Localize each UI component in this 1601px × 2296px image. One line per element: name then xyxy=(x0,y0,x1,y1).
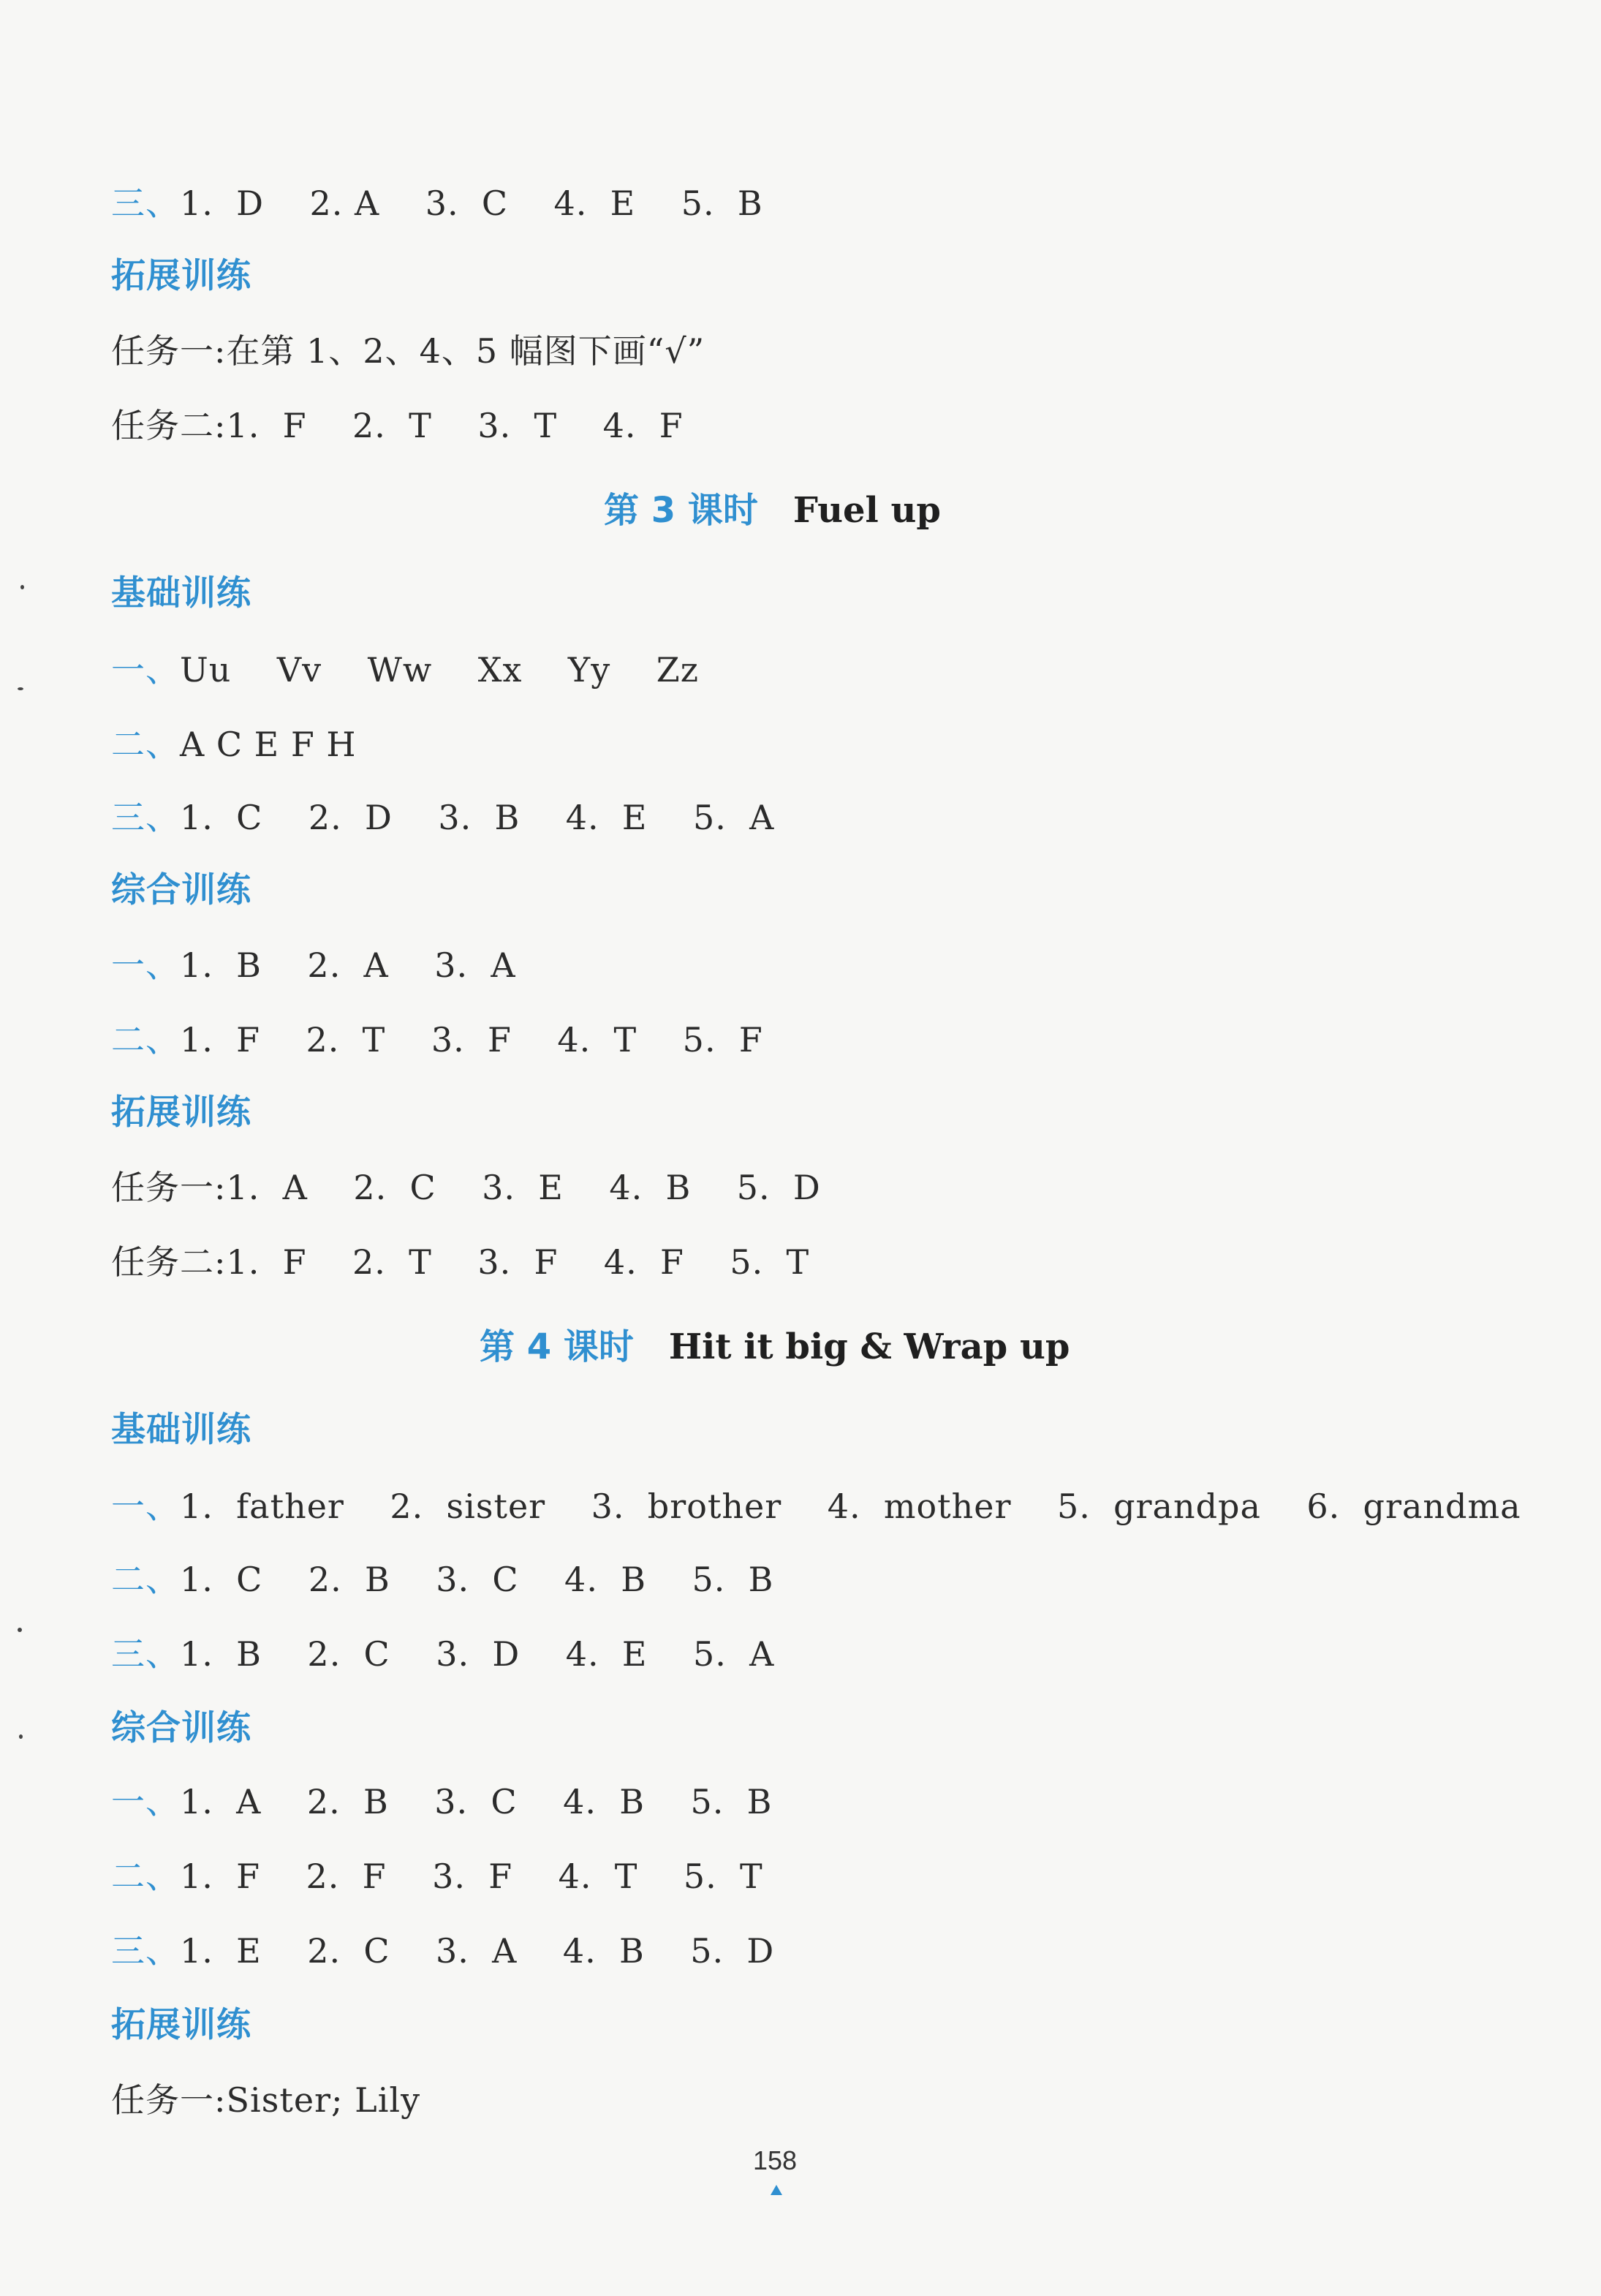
answer-text: 1. B 2. C 3. D 4. E 5. A xyxy=(180,1634,775,1674)
answer-text: 任务一:在第 1、2、4、5 幅图下画“√” xyxy=(111,331,705,371)
answer-text: 1. father 2. sister 3. brother 4. mother 5. grandpa 6. grandma xyxy=(180,1487,1521,1526)
answer-text: 任务二:1. F 2. T 3. F 4. F 5. T xyxy=(111,1242,810,1282)
lesson-number: 第 3 课时 xyxy=(604,490,758,531)
answer-text: 1. A 2. B 3. C 4. B 5. B xyxy=(180,1782,773,1821)
answer-text: 1. B 2. A 3. A xyxy=(180,945,516,985)
answer-text: Uu Vv Ww Xx Yy Zz xyxy=(180,650,699,690)
section-heading: 综合训练 xyxy=(111,870,251,910)
answer-line xyxy=(111,648,699,692)
answer-line xyxy=(111,1018,763,1062)
answer-text: A C E F H xyxy=(180,725,357,764)
answer-text: 1. D 2. A 3. C 4. E 5. B xyxy=(180,184,763,223)
section-heading: 拓展训练 xyxy=(111,2005,251,2045)
section-prefix: 二、 xyxy=(111,1857,180,1896)
answer-line xyxy=(111,181,763,225)
scan-speck xyxy=(18,1628,22,1632)
answer-text: 1. F 2. F 3. F 4. T 5. T xyxy=(180,1857,763,1896)
lesson-name: Hit it big & Wrap up xyxy=(668,1326,1070,1367)
section-prefix: 一、 xyxy=(111,945,180,985)
section-prefix: 二、 xyxy=(111,725,180,764)
lesson-number: 第 4 课时 xyxy=(480,1326,634,1367)
answer-text: 任务一:Sister; Lily xyxy=(111,2080,421,2120)
answer-text: 1. C 2. B 3. C 4. B 5. B xyxy=(180,1560,774,1599)
section-heading: 综合训练 xyxy=(111,1708,251,1748)
page-number: 158 xyxy=(753,2145,798,2175)
answer-line xyxy=(111,943,516,987)
section-heading: 基础训练 xyxy=(111,573,251,613)
scan-speck xyxy=(18,687,23,690)
answer-text: 任务一:1. A 2. C 3. E 4. B 5. D xyxy=(111,1168,821,1207)
answer-line xyxy=(111,1557,773,1601)
lesson-title xyxy=(480,1325,1070,1369)
section-prefix: 三、 xyxy=(111,798,180,837)
answer-line xyxy=(111,1240,809,1284)
answer-line xyxy=(111,722,357,766)
answer-line xyxy=(111,1929,774,1973)
section-heading: 拓展训练 xyxy=(111,256,251,296)
section-prefix: 二、 xyxy=(111,1020,180,1060)
scan-speck xyxy=(20,585,24,589)
section-prefix: 三、 xyxy=(111,184,180,223)
answer-line xyxy=(111,1484,1521,1528)
scan-speck xyxy=(19,1734,23,1739)
section-prefix: 一、 xyxy=(111,650,180,690)
section-heading: 基础训练 xyxy=(111,1410,251,1450)
answer-line xyxy=(111,796,774,839)
section-prefix: 一、 xyxy=(111,1487,180,1526)
answer-line xyxy=(111,2078,420,2122)
answer-line xyxy=(111,1166,821,1209)
section-heading: 拓展训练 xyxy=(111,1092,251,1133)
answer-text: 1. E 2. C 3. A 4. B 5. D xyxy=(180,1931,775,1971)
answer-line xyxy=(111,404,684,448)
section-prefix: 三、 xyxy=(111,1931,180,1971)
lesson-name: Fuel up xyxy=(792,490,941,531)
answer-line xyxy=(111,329,705,373)
section-prefix: 三、 xyxy=(111,1634,180,1674)
answer-text: 1. C 2. D 3. B 4. E 5. A xyxy=(180,798,775,837)
answer-text: 1. F 2. T 3. F 4. T 5. F xyxy=(180,1020,763,1060)
triangle-marker-icon xyxy=(771,2185,782,2195)
answer-line xyxy=(111,1632,774,1676)
answer-line xyxy=(111,1780,772,1824)
answer-text: 任务二:1. F 2. T 3. T 4. F xyxy=(111,406,684,445)
section-prefix: 二、 xyxy=(111,1560,180,1599)
answer-line xyxy=(111,1854,763,1898)
lesson-title xyxy=(604,488,941,532)
section-prefix: 一、 xyxy=(111,1782,180,1821)
